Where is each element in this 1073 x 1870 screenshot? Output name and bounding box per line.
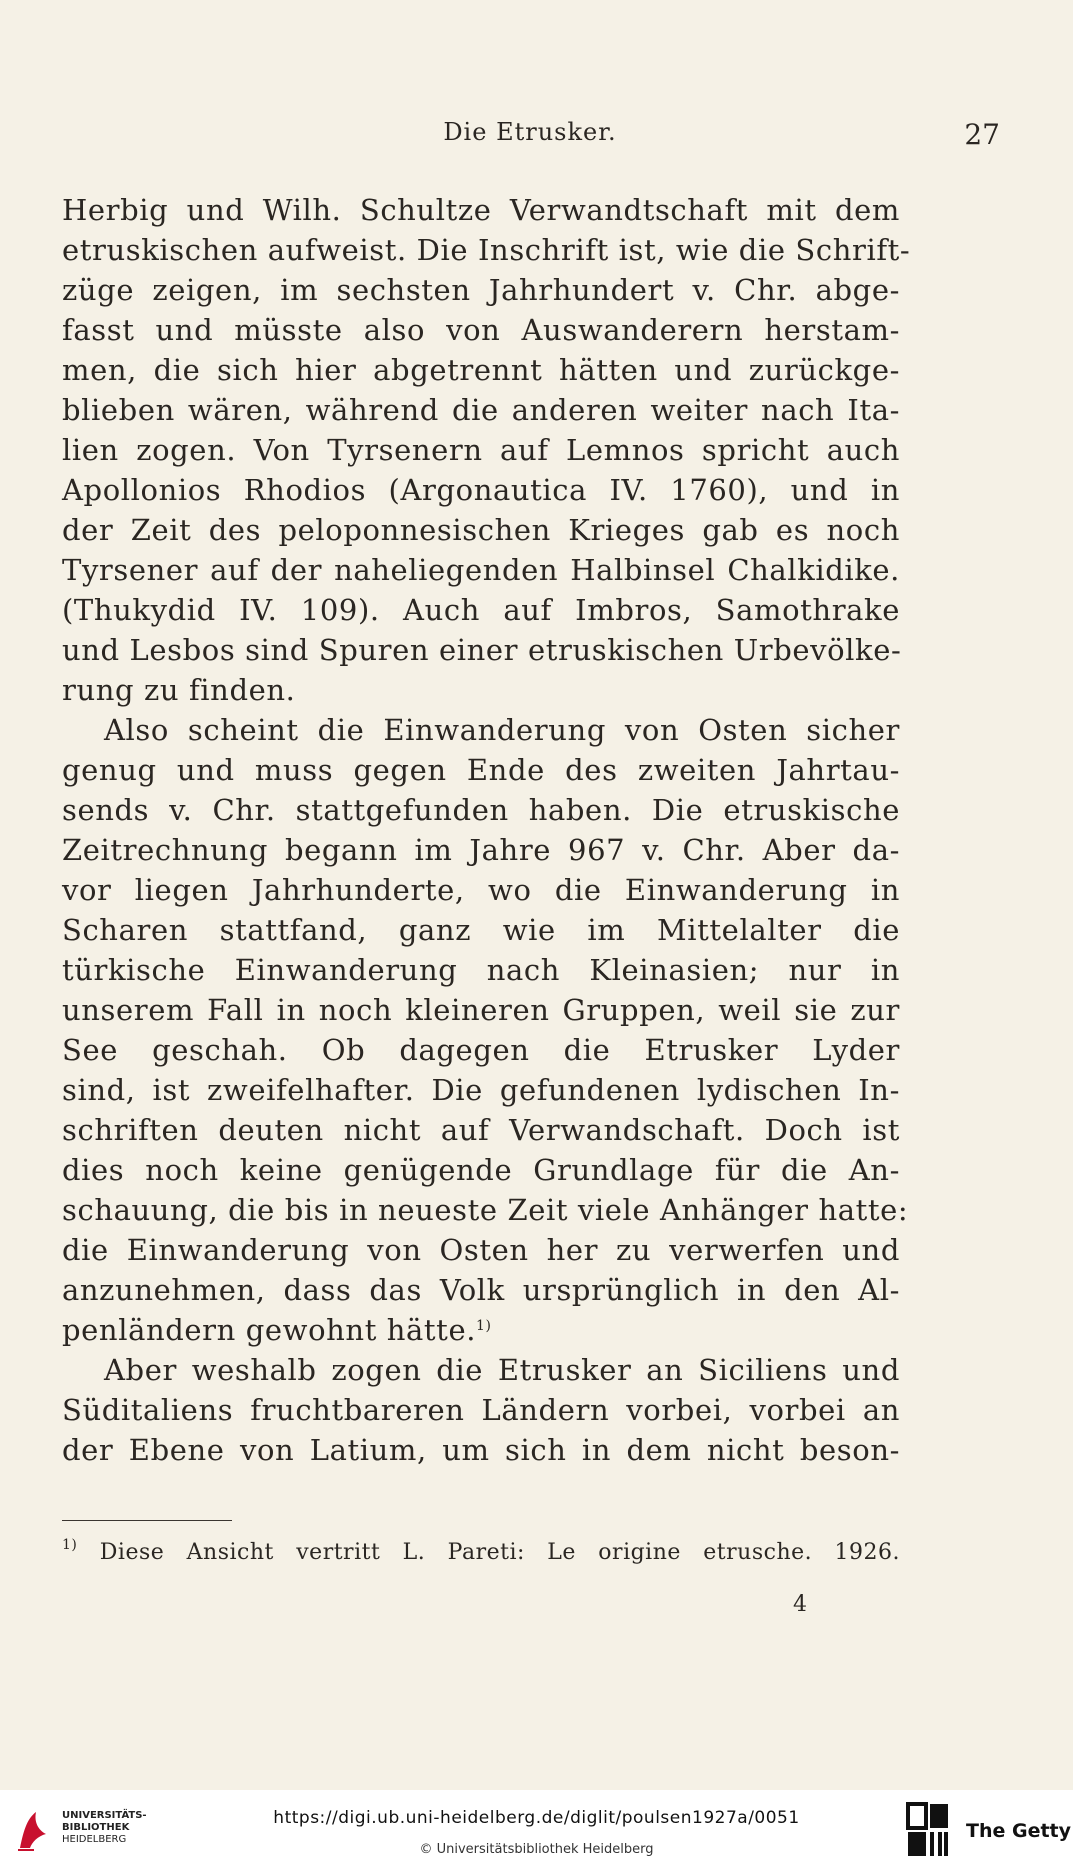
text-line: blieben wären, während die anderen weiter nach Ita- <box>62 393 900 427</box>
text-line: Aber weshalb zogen die Etrusker an Siciliens und <box>104 1353 900 1387</box>
text-line: Tyrsener auf der naheliegenden Halbinsel Chalkidike. <box>62 553 900 587</box>
running-title: Die Etrusker. <box>443 118 617 146</box>
text-line: türkische Einwanderung nach Kleinasien; nur in <box>62 953 900 987</box>
text-line-with-footnote <box>62 1310 900 1350</box>
text-line: sind, ist zweifelhafter. Die gefundenen lydischen In- <box>62 1073 900 1107</box>
ub-logo-line: HEIDELBERG <box>62 1834 127 1845</box>
text-line: unserem Fall in noch kleineren Gruppen, weil sie zur <box>62 993 900 1027</box>
footnote-reference: 1) <box>476 1318 492 1334</box>
copyright-notice: © Universitätsbibliothek Heidelberg <box>419 1842 654 1857</box>
getty-mark-icon <box>906 1802 950 1858</box>
text-line: (Thukydid IV. 109). Auch auf Imbros, Samothrake <box>62 593 900 627</box>
text-line-content: penländern gewohnt hätte. <box>62 1313 477 1347</box>
text-line: Also scheint die Einwanderung von Osten sicher <box>104 713 900 747</box>
footer-bar <box>0 1790 1073 1870</box>
text-line: lien zogen. Von Tyrsenern auf Lemnos spricht auch <box>62 433 900 467</box>
text-line: die Einwanderung von Osten her zu verwerfen und <box>62 1233 900 1267</box>
ub-logo-line: BIBLIOTHEK <box>62 1822 130 1833</box>
footnote-text: Diese Ansicht vertritt L. Pareti: Le origine etrusche. 1926. <box>99 1540 900 1565</box>
text-line: Süditaliens fruchtbareren Ländern vorbei, vorbei an <box>62 1393 900 1427</box>
text-line: dies noch keine genügende Grundlage für die An- <box>62 1153 900 1187</box>
running-head <box>60 114 1000 154</box>
text-line: Apollonios Rhodios (Argonautica IV. 1760), und in <box>62 473 900 507</box>
text-line: See geschah. Ob dagegen die Etrusker Lyder <box>62 1033 900 1067</box>
text-line: fasst und müsste also von Auswanderern herstam- <box>62 313 900 347</box>
text-line: rung zu finden. <box>62 673 296 707</box>
text-line: anzunehmen, dass das Volk ursprünglich in den Al- <box>62 1273 900 1307</box>
text-line: und Lesbos sind Spuren einer etruskischen Urbevölke- <box>62 633 902 667</box>
footnote-divider <box>62 1520 232 1521</box>
text-line: etruskischen aufweist. Die Inschrift ist, wie die Schrift- <box>62 233 911 267</box>
permalink-url[interactable]: https://digi.ub.uni-heidelberg.de/diglit/poulsen1927a/0051 <box>273 1808 800 1828</box>
text-line: Zeitrechnung begann im Jahre 967 v. Chr. Aber da- <box>62 833 900 867</box>
text-line: der Ebene von Latium, um sich in dem nicht beson- <box>62 1433 900 1467</box>
footnote <box>62 1538 900 1568</box>
text-line: schriften deuten nicht auf Verwandschaft. Doch ist <box>62 1113 900 1147</box>
text-line: Scharen stattfand, ganz wie im Mittelalter die <box>62 913 900 947</box>
text-line: vor liegen Jahrhunderte, wo die Einwanderung in <box>62 873 900 907</box>
text-line: genug und muss gegen Ende des zweiten Jahrtau- <box>62 753 900 787</box>
text-line: sends v. Chr. stattgefunden haben. Die etruskische <box>62 793 900 827</box>
text-line: men, die sich hier abgetrennt hätten und zurückge- <box>62 353 900 387</box>
page-number: 27 <box>964 118 1000 151</box>
body-text <box>62 190 911 1470</box>
text-line: züge zeigen, im sechsten Jahrhundert v. Chr. abge- <box>62 273 900 307</box>
signature-mark: 4 <box>793 1592 807 1617</box>
getty-label[interactable]: The Getty <box>966 1820 1072 1842</box>
ub-logo-line: UNIVERSITÄTS- <box>62 1810 147 1821</box>
text-line: der Zeit des peloponnesischen Krieges gab es noch <box>62 513 900 547</box>
text-line: Herbig und Wilh. Schultze Verwandtschaft mit dem <box>62 193 900 227</box>
text-line: schauung, die bis in neueste Zeit viele Anhänger hatte: <box>62 1193 909 1227</box>
getty-logo-icon[interactable] <box>906 1802 950 1858</box>
footnote-marker: 1) <box>62 1537 78 1553</box>
